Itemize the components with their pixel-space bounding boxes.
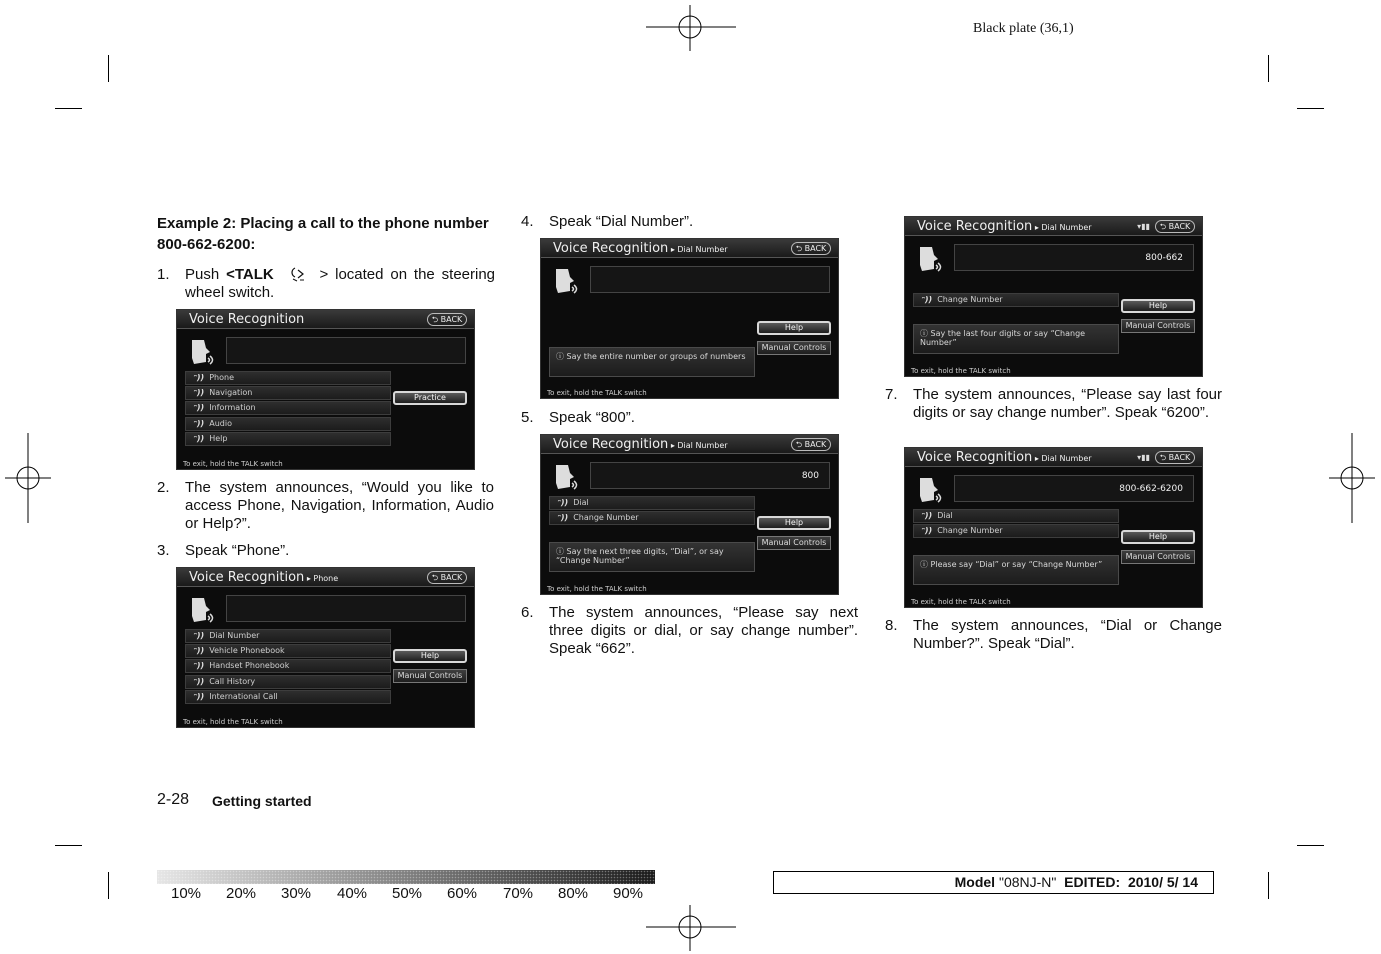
- step-7: [885, 386, 1225, 442]
- speaking-face-icon: [916, 245, 942, 273]
- manual-controls-button[interactable]: Manual Controls: [1121, 550, 1195, 564]
- menu-item-call-history[interactable]: ᵔ)) Call History: [185, 675, 391, 689]
- voice-command-icon: ᵔ)): [193, 692, 205, 701]
- step-text-post: > located on the steering wheel switch.: [185, 266, 496, 301]
- scale-label: 70%: [503, 885, 534, 902]
- voice-command-icon: ᵔ)): [193, 373, 205, 382]
- recognition-display: [226, 595, 466, 622]
- back-button[interactable]: ⮌ BACK: [791, 242, 831, 255]
- step-number: 4.: [521, 213, 534, 230]
- help-button[interactable]: Help: [393, 649, 467, 663]
- recognition-display: 800-662: [954, 244, 1194, 271]
- voice-command-icon: ᵔ)): [193, 434, 205, 443]
- registration-mark-top: [646, 5, 736, 51]
- manual-controls-button[interactable]: Manual Controls: [393, 669, 467, 683]
- scale-label: 10%: [171, 885, 202, 902]
- step-2: [157, 479, 497, 535]
- step-5: [521, 409, 861, 427]
- manual-controls-button[interactable]: Manual Controls: [757, 536, 831, 550]
- screen-title: Voice Recognition ▸ Phone: [189, 570, 339, 585]
- scale-label: 20%: [226, 885, 257, 902]
- step-1: [157, 266, 497, 302]
- instruction-box: ⓘ Say the last four digits or say “Change Number”: [913, 324, 1119, 354]
- exit-hint: To exit, hold the TALK switch: [547, 585, 647, 593]
- screen-dial-number-800-662: [904, 216, 1203, 377]
- screen-title: Voice Recognition ▸ Dial Number: [553, 437, 728, 452]
- recognition-display: [590, 266, 830, 293]
- manual-controls-button[interactable]: Manual Controls: [1121, 319, 1195, 333]
- speaking-face-icon: [188, 338, 214, 366]
- screen-title: Voice Recognition ▸ Dial Number: [553, 241, 728, 256]
- step-8: [885, 617, 1225, 655]
- menu-item-help[interactable]: ᵔ)) Help: [185, 432, 391, 446]
- signal-strength-icon: ▾▮▮: [1137, 222, 1150, 231]
- manual-controls-button[interactable]: Manual Controls: [757, 341, 831, 355]
- screen-dial-number-empty: [540, 238, 839, 399]
- menu-item-information[interactable]: ᵔ)) Information: [185, 401, 391, 415]
- recognition-display: 800: [590, 462, 830, 489]
- voice-command-icon: ᵔ)): [193, 419, 205, 428]
- menu-item-dial-number[interactable]: ᵔ)) Dial Number: [185, 629, 391, 643]
- scale-label: 60%: [447, 885, 478, 902]
- screen-title: Voice Recognition ▸ Dial Number: [917, 219, 1092, 234]
- back-button[interactable]: ⮌ BACK: [791, 438, 831, 451]
- info-icon: ⓘ: [920, 329, 931, 338]
- menu-item-navigation[interactable]: ᵔ)) Navigation: [185, 386, 391, 400]
- step-text: The system announces, “Please say last four digits or say change number”. Speak “6200”.: [913, 386, 1222, 421]
- screen-title: Voice Recognition: [189, 312, 305, 327]
- back-button[interactable]: ⮌ BACK: [427, 571, 467, 584]
- step-text: The system announces, “Would you like to access Phone, Navigation, Information, Audio or Help?”.: [185, 479, 494, 532]
- talk-label: <TALK: [226, 266, 274, 283]
- step-number: 6.: [521, 604, 534, 621]
- page-number: 2-28: [157, 791, 190, 808]
- talk-icon: [287, 266, 311, 282]
- speaking-face-icon: [916, 476, 942, 504]
- signal-strength-icon: ▾▮▮: [1137, 453, 1150, 462]
- step-text: Speak “Phone”.: [185, 542, 290, 559]
- voice-command-icon: ᵔ)): [193, 646, 205, 655]
- back-button[interactable]: ⮌ BACK: [1155, 220, 1195, 233]
- back-button[interactable]: ⮌ BACK: [1155, 451, 1195, 464]
- voice-command-icon: ᵔ)): [921, 526, 933, 535]
- instruction-box: ⓘ Say the next three digits, “Dial”, or say “Change Number”: [549, 542, 755, 572]
- help-button[interactable]: Help: [1121, 530, 1195, 544]
- help-button[interactable]: Help: [1121, 299, 1195, 313]
- plate-label: Black plate (36,1): [973, 21, 1074, 36]
- info-icon: ⓘ: [556, 352, 567, 361]
- screen-dial-number-800: [540, 434, 839, 595]
- instruction-box: ⓘ Please say “Dial” or say “Change Number”: [913, 555, 1119, 585]
- tone-scale-bar: [157, 870, 655, 886]
- registration-mark-bottom: [646, 905, 736, 951]
- back-button[interactable]: ⮌ BACK: [427, 313, 467, 326]
- recognition-display: [226, 337, 466, 364]
- step-number: 3.: [157, 542, 170, 559]
- step-6: [521, 604, 861, 660]
- voice-command-icon: ᵔ)): [193, 661, 205, 670]
- step-number: 5.: [521, 409, 534, 426]
- step-text: The system announces, “Dial or Change Number?”. Speak “Dial”.: [913, 617, 1222, 652]
- step-text: Speak “Dial Number”.: [549, 213, 694, 230]
- step-number: 2.: [157, 479, 170, 496]
- voice-command-icon: ᵔ)): [193, 631, 205, 640]
- recognition-display: 800-662-6200: [954, 475, 1194, 502]
- menu-item-international-call[interactable]: ᵔ)) International Call: [185, 690, 391, 704]
- screen-dial-number-full: [904, 447, 1203, 608]
- registration-mark-right: [1329, 433, 1375, 523]
- exit-hint: To exit, hold the TALK switch: [911, 598, 1011, 606]
- voice-command-icon: ᵔ)): [193, 403, 205, 412]
- info-icon: ⓘ: [556, 547, 567, 556]
- exit-hint: To exit, hold the TALK switch: [911, 367, 1011, 375]
- step-text: Speak “800”.: [549, 409, 635, 426]
- scale-label: 30%: [281, 885, 312, 902]
- registration-mark-left: [5, 433, 51, 523]
- menu-item-audio[interactable]: ᵔ)) Audio: [185, 417, 391, 431]
- practice-button[interactable]: Practice: [393, 391, 467, 405]
- scale-label: 80%: [558, 885, 589, 902]
- menu-item-change-number[interactable]: ᵔ)) Change Number: [913, 293, 1119, 307]
- voice-command-icon: ᵔ)): [193, 677, 205, 686]
- menu-item-handset-phonebook[interactable]: ᵔ)) Handset Phonebook: [185, 659, 391, 673]
- scale-label: 50%: [392, 885, 423, 902]
- model-edited-box: Model "08NJ-N" EDITED: 2010/ 5/ 14: [773, 871, 1214, 894]
- scale-label: 40%: [337, 885, 368, 902]
- scale-label: 90%: [613, 885, 644, 902]
- exit-hint: To exit, hold the TALK switch: [547, 389, 647, 397]
- voice-command-icon: ᵔ)): [921, 511, 933, 520]
- instruction-box: ⓘ Say the entire number or groups of numbers: [549, 347, 755, 377]
- step-text: The system announces, “Please say next three digits or dial, or say change number”. Speak “662”.: [549, 604, 858, 657]
- screen-title: Voice Recognition ▸ Dial Number: [917, 450, 1092, 465]
- example-heading: Example 2: Placing a call to the phone number 800-662-6200:: [157, 215, 489, 253]
- help-button[interactable]: Help: [757, 516, 831, 530]
- menu-item-dial[interactable]: ᵔ)) Dial: [913, 509, 1119, 523]
- menu-item-vehicle-phonebook[interactable]: ᵔ)) Vehicle Phonebook: [185, 644, 391, 658]
- screen-phone: [176, 567, 475, 728]
- exit-hint: To exit, hold the TALK switch: [183, 718, 283, 726]
- menu-item-dial[interactable]: ᵔ)) Dial: [549, 496, 755, 510]
- speaking-face-icon: [552, 267, 578, 295]
- step-number: 7.: [885, 386, 898, 403]
- menu-item-phone[interactable]: ᵔ)) Phone: [185, 371, 391, 385]
- speaking-face-icon: [552, 463, 578, 491]
- help-button[interactable]: Help: [757, 321, 831, 335]
- menu-item-change-number[interactable]: ᵔ)) Change Number: [913, 524, 1119, 538]
- step-number: 8.: [885, 617, 898, 634]
- voice-command-icon: ᵔ)): [557, 513, 569, 522]
- step-3: [157, 542, 497, 560]
- voice-command-icon: ᵔ)): [921, 295, 933, 304]
- exit-hint: To exit, hold the TALK switch: [183, 460, 283, 468]
- info-icon: ⓘ: [920, 560, 931, 569]
- voice-command-icon: ᵔ)): [557, 498, 569, 507]
- step-4: [521, 213, 861, 231]
- screen-voice-recognition-main: [176, 309, 475, 470]
- voice-command-icon: ᵔ)): [193, 388, 205, 397]
- speaking-face-icon: [188, 596, 214, 624]
- section-title: Getting started: [212, 793, 312, 809]
- menu-item-change-number[interactable]: ᵔ)) Change Number: [549, 511, 755, 525]
- step-number: 1.: [157, 266, 170, 283]
- step-text-pre: Push: [185, 266, 227, 283]
